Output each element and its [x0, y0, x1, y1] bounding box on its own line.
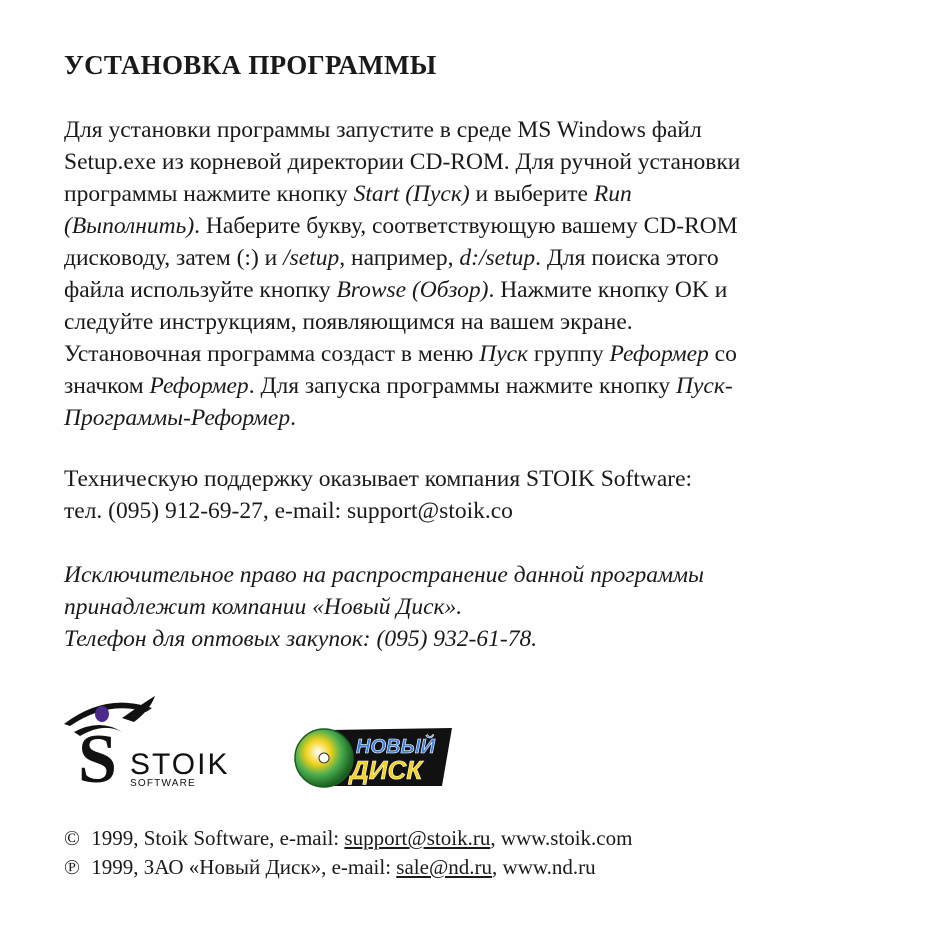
install-line-10: Программы-Реформер.	[64, 405, 296, 431]
setup-example: d:/setup	[459, 245, 536, 271]
start-button-name: Start (Пуск)	[353, 181, 470, 207]
program-icon-name: Реформер	[149, 373, 249, 399]
copyright-footer	[64, 824, 632, 882]
install-instructions	[64, 114, 884, 434]
rights-line-3: Телефон для оптовых закупок: (095) 932-61-78.	[64, 626, 538, 652]
start-menu-name: Пуск	[479, 341, 529, 367]
install-line-8: Установочная программа создаст в меню Пуск группу Реформер со	[64, 341, 737, 367]
stoik-logo-text: STOIK	[130, 748, 230, 781]
nd-email-link[interactable]: sale@nd.ru	[396, 855, 493, 879]
run-command-name: Run	[593, 181, 632, 207]
install-line-1: Для установки программы запустите в среде MS Windows файл	[64, 117, 702, 143]
run-command-translation: (Выполнить)	[64, 213, 195, 239]
nd-logo-line-2: ДИСК	[350, 755, 423, 785]
menu-path-end: Программы-Реформер	[64, 405, 291, 431]
rights-line-1: Исключительное право на распространение данной программы	[64, 562, 704, 588]
page-title: УСТАНОВКА ПРОГРАММЫ	[64, 50, 437, 80]
install-line-2: Setup.exe из корневой директории CD-ROM. Для ручной установки	[64, 149, 741, 175]
copyright-stoik: © 1999, Stoik Software, e-mail: support@stoik.ru, www.stoik.com	[64, 824, 632, 853]
support-line-2: тел. (095) 912-69-27, e-mail: support@stoik.co	[64, 498, 513, 524]
stoik-logo-subtitle: SOFTWARE	[130, 778, 196, 788]
install-line-4: (Выполнить). Наберите букву, соответствующую вашему CD-ROM	[64, 213, 738, 239]
stoik-email-link[interactable]: support@stoik.ru	[344, 826, 491, 850]
stoik-eye-pupil-icon	[95, 706, 109, 722]
copyright-icon: ©	[64, 826, 80, 850]
phonogram-icon: ℗	[64, 855, 80, 879]
novy-disk-logo	[292, 724, 454, 790]
stoik-logo	[60, 688, 230, 788]
install-line-3: программы нажмите кнопку Start (Пуск) и выберите Run	[64, 181, 632, 207]
rights-line-2: принадлежит компании «Новый Диск».	[64, 594, 463, 620]
menu-path-start: Пуск-	[676, 373, 733, 399]
support-info	[64, 463, 884, 527]
support-line-1: Техническую поддержку оказывает компания STOIK Software:	[64, 466, 693, 492]
cd-disc-hole-icon	[319, 753, 329, 763]
rights-notice	[64, 559, 884, 655]
copyright-novy-disk: ℗ 1999, ЗАО «Новый Диск», e-mail: sale@nd.ru, www.nd.ru	[64, 853, 632, 882]
install-line-9: значком Реформер. Для запуска программы нажмите кнопку Пуск-	[64, 373, 733, 399]
nd-logo-line-1: НОВЫЙ	[356, 736, 435, 758]
setup-command: /setup	[283, 245, 340, 271]
install-line-7: следуйте инструкциям, появляющимся на вашем экране.	[64, 309, 633, 335]
install-line-5: дисководу, затем (:) и /setup, например, d:/setup. Для поиска этого	[64, 245, 719, 271]
stoik-s-letter: S	[78, 721, 117, 788]
program-group-name: Реформер	[609, 341, 709, 367]
browse-button-name: Browse (Обзор)	[336, 277, 489, 303]
install-line-6: файла используйте кнопку Browse (Обзор). Нажмите кнопку OK и	[64, 277, 728, 303]
